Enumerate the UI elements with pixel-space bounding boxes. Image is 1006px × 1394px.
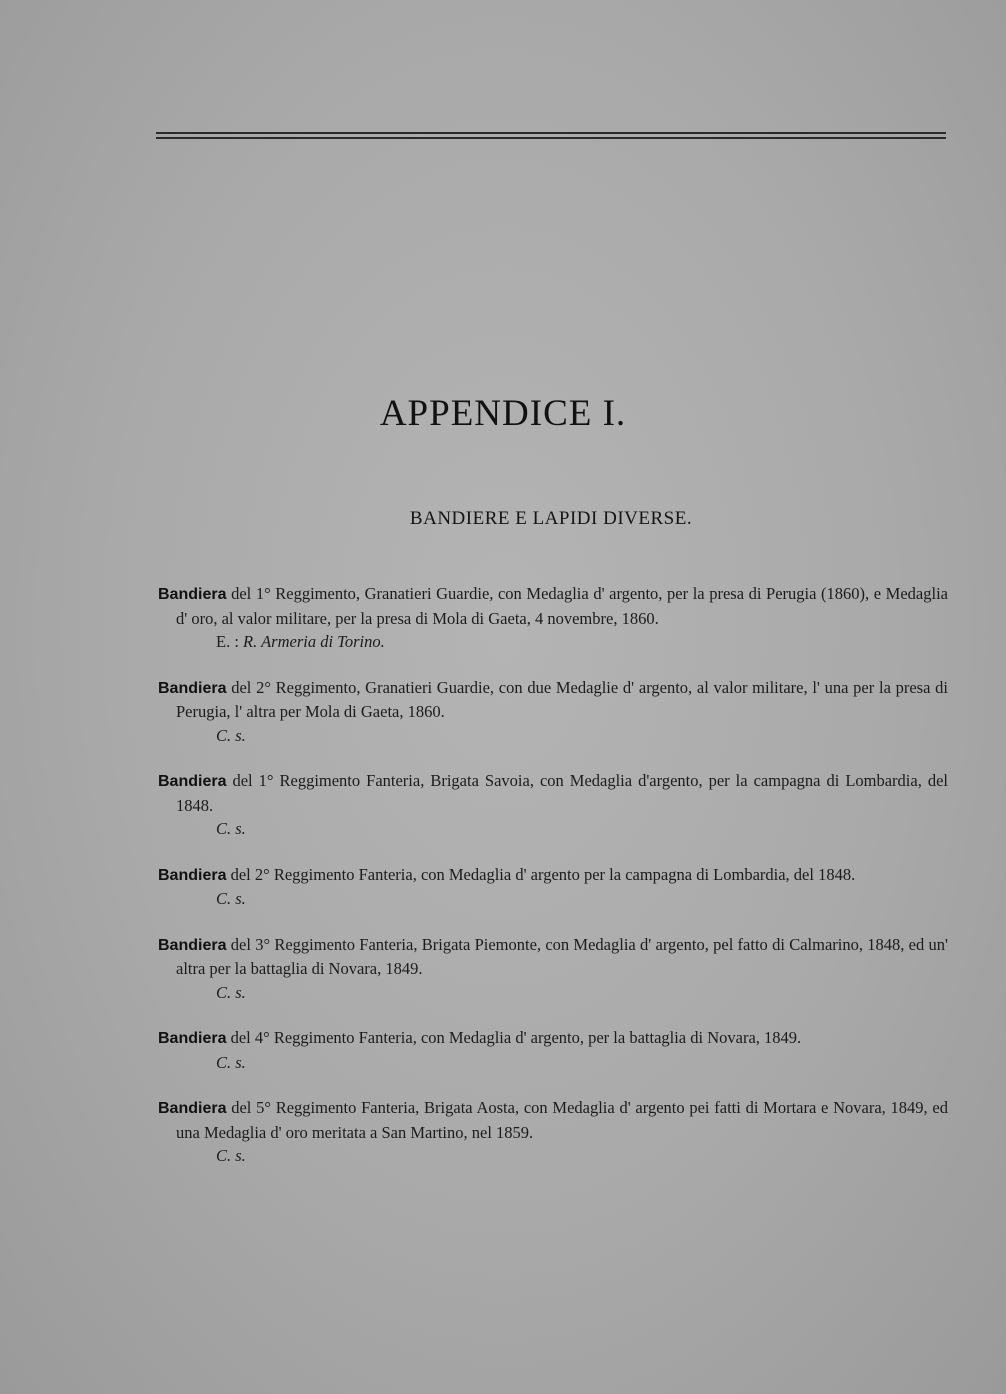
- entry-source: [158, 817, 948, 841]
- entry-head: Bandiera: [158, 586, 227, 603]
- appendix-title: APPENDICE I.: [379, 393, 627, 434]
- entry-text: [158, 1096, 948, 1144]
- entry-body: del 3° Reggimento Fanteria, Brigata Piemonte, con Medaglia d' argento, pel fatto di Calmarino, 1848, ed un' altra per la battaglia di Novara, 1849.: [176, 934, 948, 978]
- entry-source: [158, 981, 948, 1005]
- entry-body: del 2° Reggimento, Granatieri Guardie, con due Medaglie d' argento, al valor militare, l' una per la presa di Perugia, l' altra per Mola di Gaeta, 1860.: [176, 677, 948, 721]
- header-rule-top: [156, 132, 946, 134]
- entry-head: Bandiera: [158, 936, 227, 954]
- entry-text: [158, 676, 948, 724]
- entry-head: Bandiera: [158, 679, 227, 697]
- entry-body: del 1° Reggimento Fanteria, Brigata Savoia, con Medaglia d'argento, per la campagna di Lombardia, del 1848.: [176, 771, 948, 815]
- source-text: C. s.: [216, 1146, 246, 1165]
- entry: [158, 1096, 948, 1168]
- entry: [158, 769, 948, 841]
- entry: [158, 933, 948, 1005]
- entry-text: [158, 863, 948, 888]
- entry-head: Bandiera: [158, 1100, 227, 1117]
- entry: [158, 1026, 948, 1074]
- source-text: C. s.: [216, 889, 246, 908]
- entries-list: [158, 582, 948, 1190]
- entry-source: [158, 1144, 948, 1168]
- source-label: E. :: [216, 632, 244, 651]
- entry-head: Bandiera: [158, 773, 227, 790]
- source-text: R. Armeria di Torino.: [243, 632, 385, 651]
- header-rule-bottom: [156, 137, 946, 139]
- entry-body: del 5° Reggimento Fanteria, Brigata Aosta, con Medaglia d' argento pei fatti di Mortara e Novara, 1849, ed una Medaglia d' oro meritata a San Martino, nel 1859.: [176, 1098, 948, 1142]
- entry-text: [158, 1026, 948, 1051]
- entry-source: [158, 1051, 948, 1075]
- source-text: C. s.: [216, 1052, 246, 1072]
- entry-text: [158, 582, 948, 630]
- entry-head: Bandiera: [158, 866, 227, 884]
- entry-text: [158, 769, 948, 817]
- entry-source: [158, 630, 948, 654]
- source-text: C. s.: [216, 982, 246, 1002]
- entry-head: Bandiera: [158, 1030, 227, 1047]
- entry: [158, 863, 948, 911]
- entry-body: del 2° Reggimento Fanteria, con Medaglia d' argento per la campagna di Lombardia, del 1848.: [226, 864, 856, 884]
- entry-body: del 4° Reggimento Fanteria, con Medaglia d' argento, per la battaglia di Novara, 1849.: [226, 1028, 802, 1047]
- section-title: BANDIERE E LAPIDI DIVERSE.: [409, 508, 693, 529]
- source-text: C. s.: [216, 819, 246, 838]
- entry-text: [158, 933, 948, 981]
- entry-source: [158, 724, 948, 748]
- entry: [158, 676, 948, 748]
- entry-source: [158, 887, 948, 911]
- entry-body: del 1° Reggimento, Granatieri Guardie, con Medaglia d' argento, per la presa di Perugia (1860), e Medaglia d' oro, al valor militare, per la presa di Mola di Gaeta, 4 novembre, 1860.: [176, 584, 948, 628]
- source-text: C. s.: [216, 725, 246, 745]
- entry: [158, 582, 948, 654]
